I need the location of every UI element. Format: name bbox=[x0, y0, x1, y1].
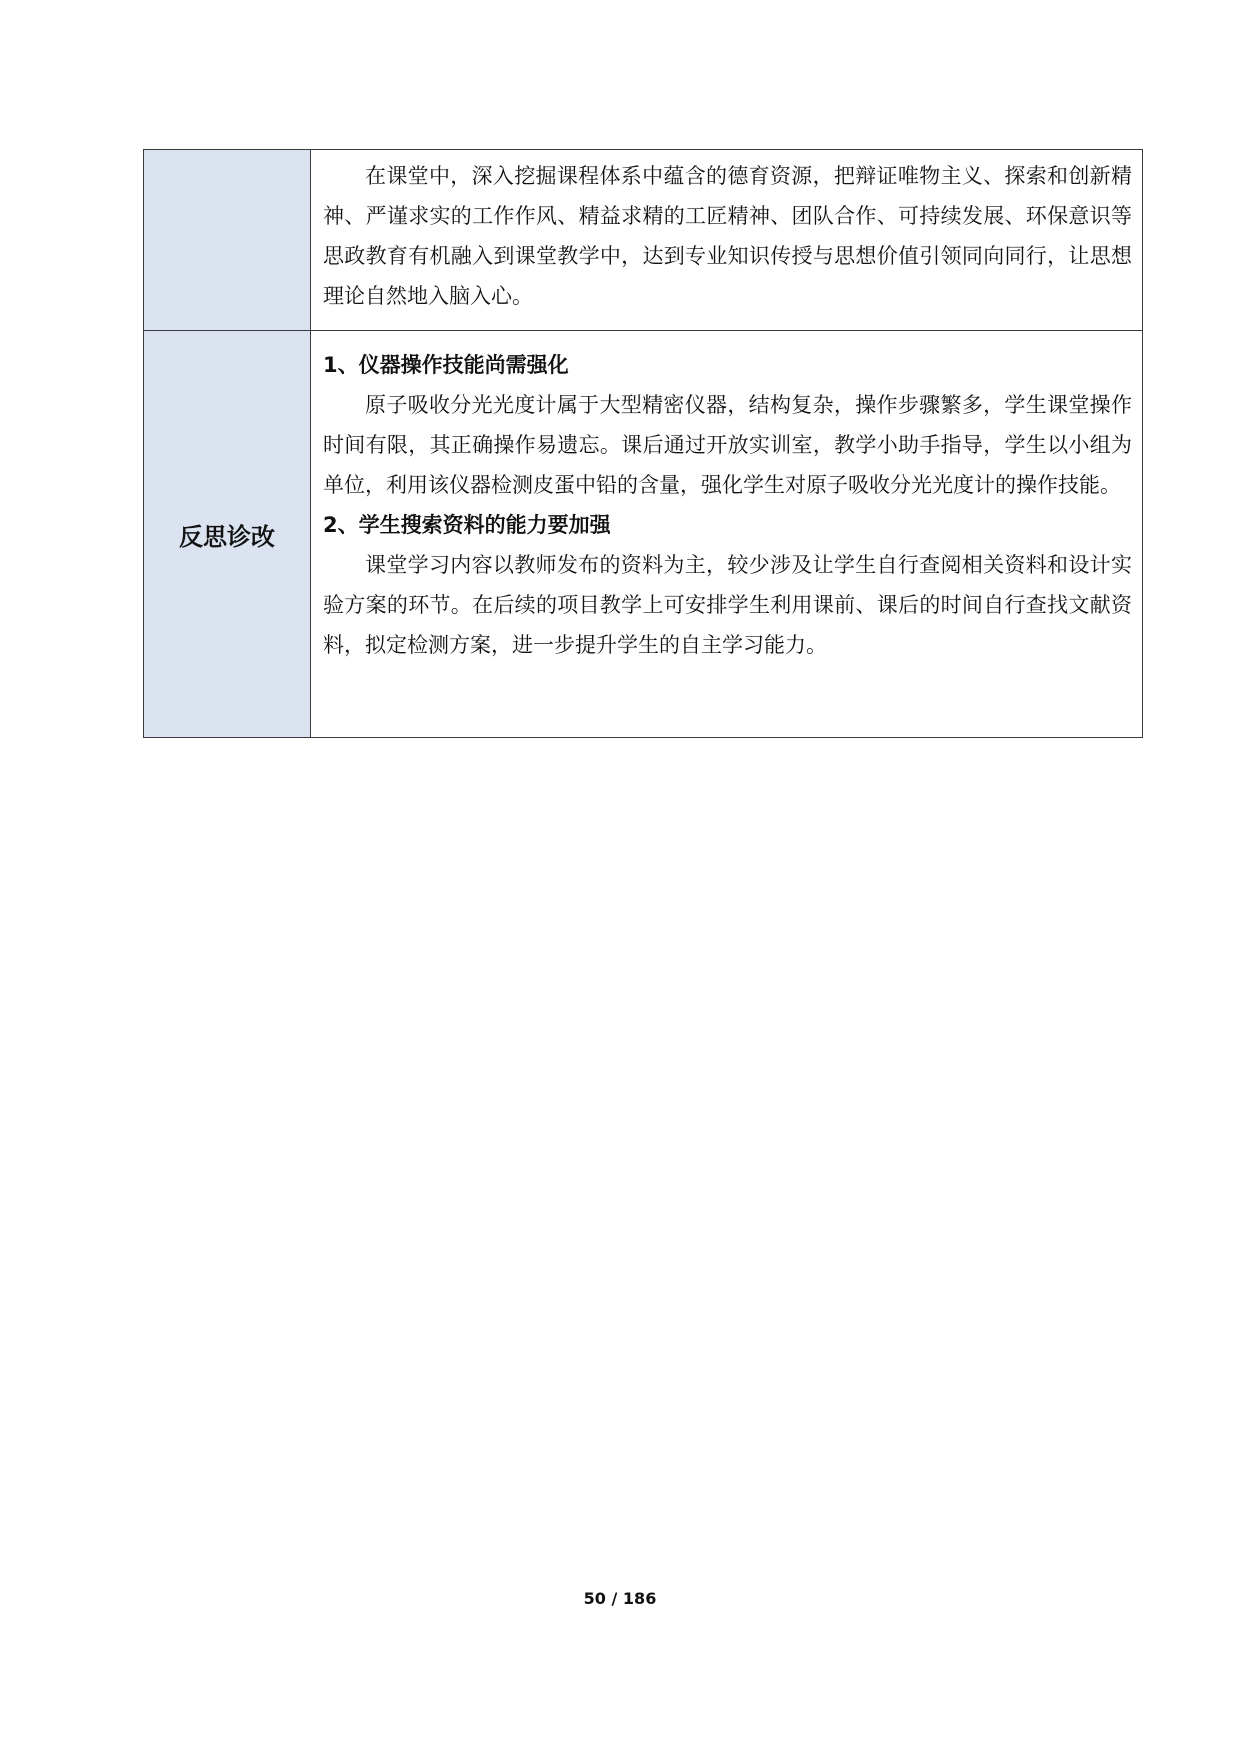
table-row bbox=[144, 331, 1143, 738]
row-content-cell bbox=[311, 331, 1143, 738]
section-paragraph: 课堂学习内容以教师发布的资料为主，较少涉及让学生自行查阅相关资料和设计实验方案的环节。在后续的项目教学上可安排学生利用课前、课后的时间自行查找文献资料，拟定检测方案，进一步提升学生的自主学习能力。 bbox=[323, 553, 1132, 657]
section-heading: 2、学生搜索资料的能力要加强 bbox=[323, 513, 611, 537]
row-label-reflection: 反思诊改 bbox=[144, 331, 311, 738]
row-label-cell bbox=[144, 150, 311, 331]
table-row bbox=[144, 150, 1143, 331]
body-paragraph: 在课堂中，深入挖掘课程体系中蕴含的德育资源，把辩证唯物主义、探索和创新精神、严谨求实的工作作风、精益求精的工匠精神、团队合作、可持续发展、环保意识等思政教育有机融入到课堂教学中，达到专业知识传授与思想价值引领同向同行，让思想理论自然地入脑入心。 bbox=[323, 164, 1132, 308]
section-heading: 1、仪器操作技能尚需强化 bbox=[323, 353, 569, 377]
page-number: 50 / 186 bbox=[583, 1589, 657, 1608]
content-table bbox=[143, 149, 1143, 738]
row-content-cell bbox=[311, 150, 1143, 331]
section-paragraph: 原子吸收分光光度计属于大型精密仪器，结构复杂，操作步骤繁多，学生课堂操作时间有限，其正确操作易遗忘。课后通过开放实训室，教学小助手指导，学生以小组为单位，利用该仪器检测皮蛋中铅的含量，强化学生对原子吸收分光光度计的操作技能。 bbox=[323, 393, 1132, 497]
